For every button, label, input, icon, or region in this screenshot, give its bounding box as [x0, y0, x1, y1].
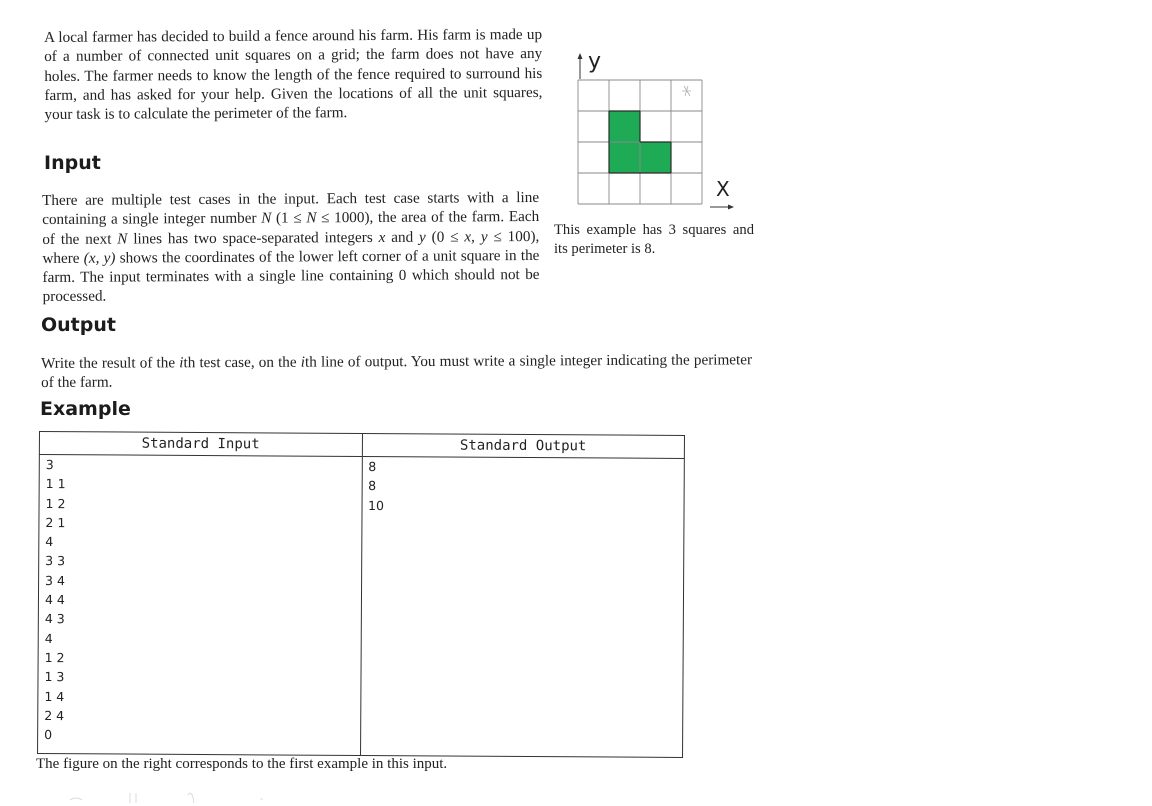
output-line: 8 [368, 459, 377, 475]
farm-square [609, 111, 640, 142]
input-line: 4 3 [44, 611, 65, 627]
input-line: 2 1 [45, 514, 66, 531]
output-heading: Output [41, 314, 116, 336]
input-text-part: There are multiple test cases in the input. Each test case starts with a line containing a single integer number [42, 188, 540, 229]
x-axis-label: X [716, 177, 730, 201]
input-text-part: and [385, 228, 420, 246]
math-xy-pair: (x, y) [83, 249, 116, 267]
input-text-part: lines has two space-separated integers [127, 228, 379, 248]
input-heading: Input [44, 152, 101, 174]
input-text-part: ≤ 100), where [42, 227, 540, 267]
output-line: 10 [368, 497, 385, 513]
input-line: 1 2 [45, 495, 66, 511]
example-table [37, 431, 685, 758]
math-xy: x, y [464, 227, 488, 246]
farm-square [609, 142, 640, 173]
input-text-part: shows the coordinates of the lower left corner of a unit square in the farm. The input terminates with a single line containing 0 which should not be processed. [42, 246, 540, 306]
input-line: 4 [44, 630, 53, 646]
input-line: 1 1 [45, 476, 66, 492]
intro-paragraph: A local farmer has decided to build a fence around his farm. His farm is made up of a number of connected unit squares on a grid; the farm does not have any holes. The farmer needs to know the length of the fence required to surround his farm, and has asked for your help. Given the locations of all the unit squares, your task is to calculate the perimeter of the farm. [44, 25, 543, 124]
example-heading: Example [40, 398, 131, 420]
figure-caption: This example has 3 squares and its perimeter is 8. [554, 222, 754, 257]
math-x: x [378, 228, 386, 246]
input-line: 4 4 [44, 592, 65, 608]
standard-input-cell [38, 455, 362, 756]
farm-square [640, 142, 671, 173]
input-line: 4 [45, 534, 54, 550]
output-text-part: th test case, on the [183, 353, 301, 372]
standard-input-header: Standard Input [39, 432, 362, 457]
x-axis-arrowhead [728, 205, 734, 210]
output-line: 8 [368, 478, 377, 494]
input-line: 1 2 [44, 650, 65, 666]
farm-figure [570, 44, 770, 218]
input-line: 0 [44, 727, 53, 743]
input-text-part: (0 ≤ [425, 228, 465, 246]
input-text-part: ≤ 1000), the area of the farm. Each of the next [42, 208, 540, 248]
math-n: N [117, 230, 128, 248]
input-line: 3 [45, 457, 54, 473]
input-line: 3 3 [45, 553, 66, 569]
math-n: N [261, 209, 272, 227]
footnote: The figure on the right corresponds to the first example in this input. [36, 756, 448, 772]
input-line: 2 4 [44, 707, 65, 724]
farm-grid-diagram [570, 44, 770, 214]
input-line: 1 4 [44, 688, 65, 704]
y-axis-arrowhead [578, 53, 583, 59]
standard-output-cell [360, 456, 684, 757]
output-text-part: Write the result of the [41, 354, 180, 372]
math-i: i [300, 353, 306, 371]
grid-lines [578, 80, 702, 204]
input-text-part: (1 ≤ [271, 209, 307, 227]
standard-output-header: Standard Output [362, 433, 685, 458]
output-description [41, 350, 752, 392]
math-y: y [418, 228, 426, 246]
math-n: N [306, 209, 317, 227]
faint-scribble-icon [60, 790, 320, 804]
example-table-wrapper [37, 431, 685, 758]
math-i: i [179, 354, 184, 372]
input-line: 3 4 [45, 572, 66, 588]
input-description [42, 188, 540, 307]
output-text-part: th line of output. You must write a single integer indicating the perimeter of the farm. [41, 351, 753, 392]
input-line: 1 3 [44, 669, 65, 685]
pencil-mark-icon [682, 86, 691, 96]
y-axis-label: y [588, 49, 602, 74]
